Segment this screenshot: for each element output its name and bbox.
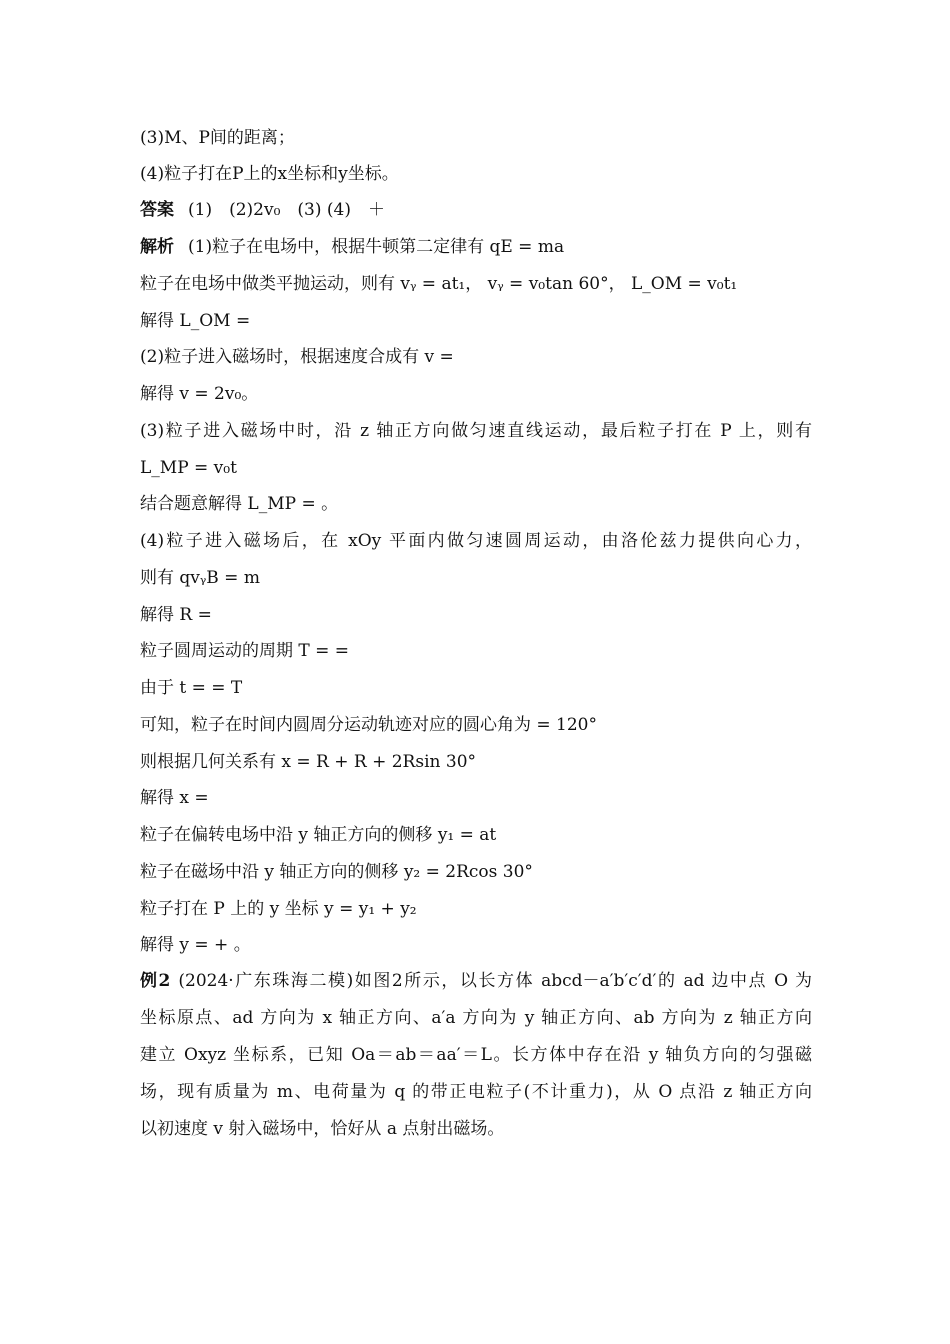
text-line: (4)粒子进入磁场后，在 xOy 平面内做匀速圆周运动，由洛伦兹力提供向心力， — [140, 531, 812, 551]
analysis-line: 解析 (1)粒子在电场中，根据牛顿第二定律有 qE = ma — [140, 237, 565, 257]
text-line: 建立 Oxyz 坐标系，已知 Oa＝ab＝aa′＝L。长方体中存在沿 y 轴负方向的匀强磁 — [140, 1045, 812, 1065]
text-line: 可知，粒子在时间内圆周分运动轨迹对应的圆心角为 = 120° — [140, 715, 597, 735]
text-line: 解得 y = + 。 — [140, 935, 251, 955]
text-line: (3)粒子进入磁场中时，沿 z 轴正方向做匀速直线运动，最后粒子打在 P 上，则有 — [140, 421, 812, 441]
example-2-line: 例2 (2024·广东珠海二模)如图2所示，以长方体 abcd－a′b′c′d′的 ad 边中点 O 为 — [140, 971, 812, 991]
analysis-label: 解析 — [140, 237, 174, 257]
answer-line: 答案 (1) (2)2v₀ (3) (4) ＋ — [140, 200, 385, 220]
answer-label: 答案 — [140, 200, 174, 220]
text-line: 粒子在磁场中沿 y 轴正方向的侧移 y₂ = 2Rcos 30° — [140, 862, 533, 882]
text-line: 粒子在电场中做类平抛运动，则有 vᵧ = at₁， vᵧ = v₀tan 60°， L_OM = v₀t₁ — [140, 274, 738, 294]
example-label: 例2 — [140, 971, 171, 991]
text-line: 粒子打在 P 上的 y 坐标 y = y₁ + y₂ — [140, 899, 417, 919]
text-line: 粒子在偏转电场中沿 y 轴正方向的侧移 y₁ = at — [140, 825, 497, 845]
text-line: 则根据几何关系有 x = R + R + 2Rsin 30° — [140, 752, 477, 772]
question-part-3: (3)M、P间的距离； — [140, 128, 295, 148]
text-line: 解得 x = — [140, 788, 209, 808]
text-line: 以初速度 v 射入磁场中，恰好从 a 点射出磁场。 — [140, 1119, 505, 1139]
text-line: 解得 v = 2v₀。 — [140, 384, 259, 404]
text-line: 解得 R = — [140, 605, 212, 625]
text-line: 粒子圆周运动的周期 T = = — [140, 641, 350, 661]
text-line: L_MP = v₀t — [140, 458, 237, 478]
question-part-4: (4)粒子打在P上的x坐标和y坐标。 — [140, 164, 399, 184]
text-line: 则有 qvᵧB = m — [140, 568, 260, 588]
text-line: 由于 t = = T — [140, 678, 243, 698]
text-line: 结合题意解得 L_MP = 。 — [140, 494, 339, 514]
text-line: 解得 L_OM = — [140, 311, 251, 331]
text-line: (2)粒子进入磁场时，根据速度合成有 v = — [140, 347, 454, 367]
text-line: 场，现有质量为 m、电荷量为 q 的带正电粒子(不计重力)，从 O 点沿 z 轴正方向 — [140, 1082, 812, 1102]
text-line: 坐标原点、ad 方向为 x 轴正方向、a′a 方向为 y 轴正方向、ab 方向为 z 轴正方向 — [140, 1008, 812, 1028]
